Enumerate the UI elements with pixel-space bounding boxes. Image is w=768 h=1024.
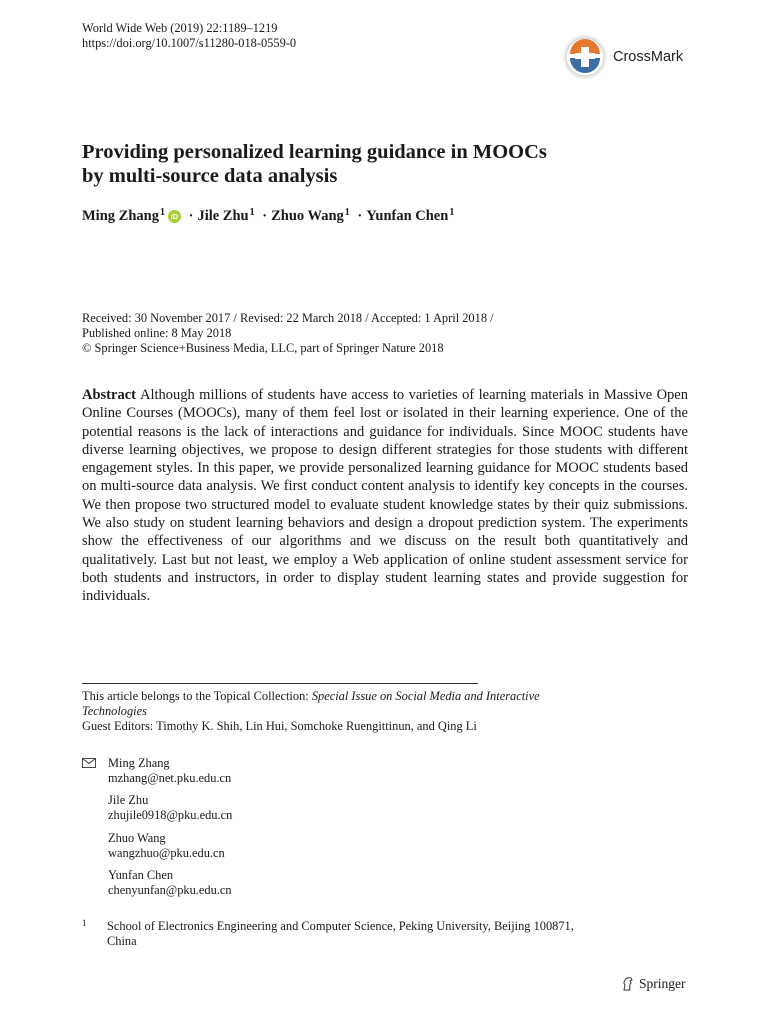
affiliation-number: 1	[82, 918, 87, 928]
copyright-line: © Springer Science+Business Media, LLC, part of Springer Nature 2018	[82, 341, 444, 355]
contact-name: Yunfan Chen	[108, 868, 174, 882]
title-line-1: Providing personalized learning guidance in MOOCs	[82, 141, 547, 163]
author-name[interactable]: Jile Zhu	[197, 208, 249, 224]
orcid-icon[interactable]: iD	[168, 210, 181, 223]
author-name[interactable]: Yunfan Chen	[366, 208, 449, 224]
author-name[interactable]: Ming Zhang	[82, 208, 159, 224]
affiliation-line-2: China	[107, 934, 137, 948]
guest-editors: Guest Editors: Timothy K. Shih, Lin Hui, Somchoke Ruengittinun, and Qing Li	[82, 719, 477, 733]
author-affil: 1	[449, 207, 455, 218]
contact-name: Zhuo Wang	[108, 831, 166, 845]
affiliation	[107, 919, 667, 949]
collection-name: Special Issue on Social Media and Interactive	[311, 689, 540, 703]
contact-entry	[108, 793, 232, 823]
contact-email[interactable]: zhujile0918@pku.edu.cn	[108, 808, 233, 822]
crossmark-label: CrossMark	[613, 49, 684, 65]
author-separator: ·	[188, 208, 194, 224]
contact-name: Ming Zhang	[108, 756, 170, 770]
abstract-text: Although millions of students have access to varieties of learning materials in Massive Open Online Courses (MOOCs), many of them feel lost or isolated in their learning experience. One of the potential reasons is the lack of interactions and guidance for individuals. Since MOOC students have diverse learning objectives, we propose to design different strategies for those students with different engagement styles. In this paper, we provide personalized learning guidance for MOOC students based on multi-source data analysis. We first conduct content analysis to identify key concepts in the courses. We then propose two structured model to evaluate student knowledge states by their quiz submissions. We also study on student learning behaviors and design a dropout prediction system. The experiments show the effectiveness of our algorithms and we discuss on the result both quantitatively and qualitatively. Last but not least, we employ a Web application of online student assessment service for both students and instructors, in order to display student learning states and provide suggestion for individuals.	[82, 387, 688, 605]
contact-name: Jile Zhu	[108, 793, 149, 807]
footnote-rule	[82, 683, 478, 684]
collection-prefix: This article belongs to the Topical Collection:	[82, 689, 312, 703]
envelope-icon	[82, 758, 96, 768]
dates-published: Published online: 8 May 2018	[82, 326, 232, 340]
doi-link[interactable]: https://doi.org/10.1007/s11280-018-0559-0	[82, 36, 297, 50]
contact-entry	[108, 831, 225, 861]
affiliation-line-1: School of Electronics Engineering and Computer Science, Peking University, Beijing 100871,	[107, 919, 574, 933]
author-list	[82, 207, 454, 225]
collection-name-cont: Technologies	[82, 704, 147, 718]
author-affil: 1	[159, 207, 165, 218]
journal-citation: World Wide Web (2019) 22:1189–1219	[82, 21, 278, 35]
springer-wordmark: Springer	[639, 976, 686, 991]
title-line-2: by multi-source data analysis	[82, 165, 338, 187]
contact-email[interactable]: chenyunfan@pku.edu.cn	[108, 883, 232, 897]
contact-email[interactable]: wangzhuo@pku.edu.cn	[108, 846, 225, 860]
abstract-label: Abstract	[82, 387, 136, 403]
author-affil: 1	[344, 207, 350, 218]
contact-entry	[108, 756, 231, 786]
dates-received: Received: 30 November 2017 / Revised: 22 March 2018 / Accepted: 1 April 2018 /	[82, 311, 494, 325]
contact-email[interactable]: mzhang@net.pku.edu.cn	[108, 771, 232, 785]
author-affil: 1	[249, 207, 255, 218]
publication-dates	[82, 311, 494, 356]
crossmark-badge[interactable]	[562, 32, 692, 82]
springer-logo	[620, 976, 686, 992]
author-separator: ·	[262, 208, 268, 224]
springer-horse-icon	[620, 976, 636, 992]
author-separator: ·	[357, 208, 363, 224]
author-name[interactable]: Zhuo Wang	[271, 208, 344, 224]
topical-collection-note	[82, 689, 642, 734]
contact-entry	[108, 868, 232, 898]
crossmark-icon	[562, 34, 608, 80]
abstract	[82, 386, 688, 606]
paper-title	[82, 140, 682, 188]
